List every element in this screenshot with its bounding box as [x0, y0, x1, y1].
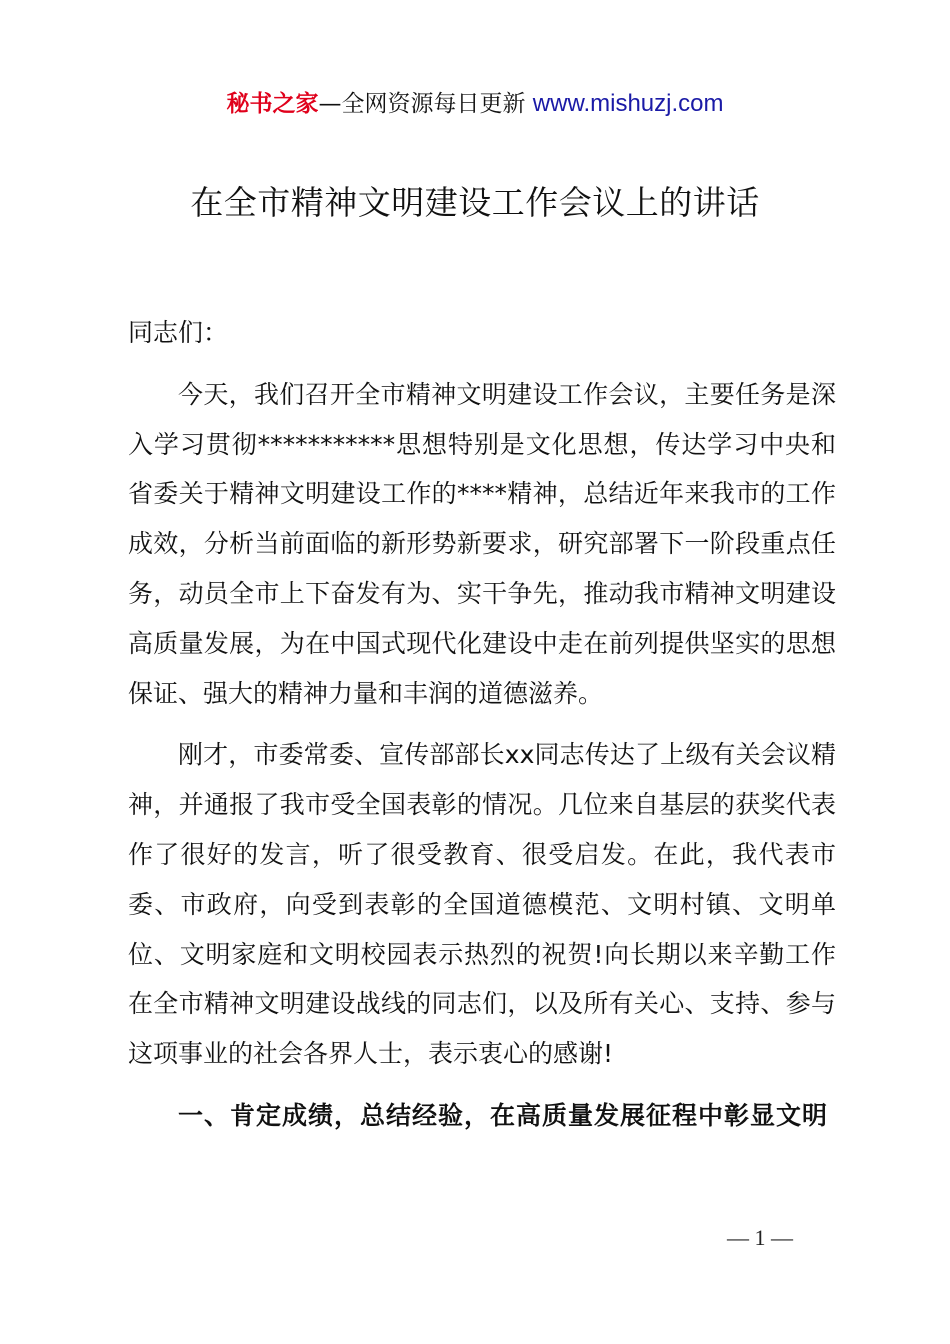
paragraph-2: 刚才，市委常委、宣传部部长xx同志传达了上级有关会议精神，并通报了我市受全国表彰的情况。几位来自基层的获奖代表作了很好的发言，听了很受教育、很受启发。在此，我代表市委、市政府，向受到表彰的全国道德模范、文明村镇、文明单位、文明家庭和文明校园表示热烈的祝贺!向长期以来辛勤工作在全市精神文明建设战线的同志们，以及所有关心、支持、参与这项事业的社会各界人士，表示衷心的感谢!	[128, 740, 836, 1069]
site-url-link[interactable]: www.mishuzj.com	[532, 90, 724, 117]
brand-name: 秘书之家	[226, 91, 319, 117]
header-slogan: —全网资源每日更新	[318, 91, 533, 117]
section-heading: 一、肯定成绩，总结经验，在高质量发展征程中彰显文明	[178, 1100, 829, 1130]
document-title: 在全市精神文明建设工作会议上的讲话	[190, 183, 760, 222]
salutation: 同志们：	[128, 318, 229, 347]
paragraph-1: 今天，我们召开全市精神文明建设工作会议，主要任务是深入学习贯彻***********思想特别是文化思想，传达学习中央和省委关于精神文明建设工作的****精神，总结近年来我市的工作成效，分析当前面临的新形势新要求，研究部署下一阶段重点任务，动员全市上下奋发有为、实干争先，推动我市精神文明建设高质量发展，为在中国式现代化建设中走在前列提供坚实的思想保证、强大的精神力量和丰润的道德滋养。	[128, 379, 836, 708]
site-header	[0, 86, 950, 122]
document-body	[128, 308, 836, 1141]
page-number: — 1 —	[727, 1225, 793, 1250]
